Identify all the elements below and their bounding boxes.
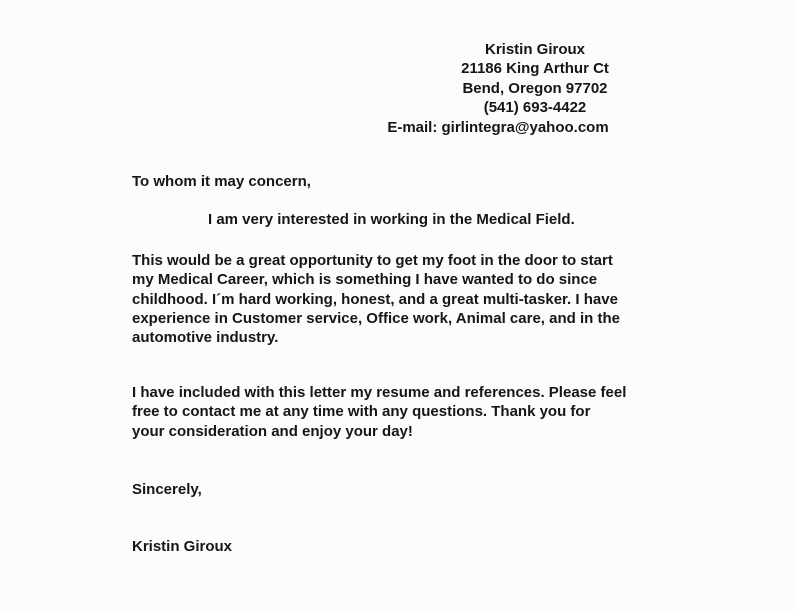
closing: Sincerely, bbox=[132, 481, 202, 499]
sender-block bbox=[0, 0, 796, 137]
intro-line: I am very interested in working in the Medical Field. bbox=[208, 211, 575, 229]
paragraph-line: experience in Customer service, Office work, Animal care, and in the bbox=[132, 310, 620, 328]
signature-name: Kristin Giroux bbox=[132, 537, 233, 555]
sender-name: Kristin Giroux bbox=[484, 41, 585, 58]
sender-street: 21186 King Arthur Ct bbox=[461, 60, 609, 78]
paragraph-line: free to contact me at any time with any questions. Thank you for bbox=[132, 403, 591, 421]
sender-phone: (541) 693-4422 bbox=[483, 99, 587, 117]
paragraph-line: childhood. I´m hard working, honest, and a great multi-tasker. I have bbox=[132, 290, 618, 308]
paragraph-line: This would be a great opportunity to get my foot in the door to start bbox=[132, 251, 613, 269]
body-paragraph-1 bbox=[132, 251, 796, 348]
paragraph-line: my Medical Career, which is something I have wanted to do since bbox=[132, 271, 598, 289]
sender-city-state-zip: Bend, Oregon 97702 bbox=[462, 79, 608, 97]
paragraph-line: your consideration and enjoy your day! bbox=[132, 422, 413, 440]
body-paragraph-2 bbox=[132, 383, 796, 441]
salutation: To whom it may concern, bbox=[132, 173, 311, 191]
sender-email: E-mail: girlintegra@yahoo.com bbox=[387, 118, 609, 136]
paragraph-line: automotive industry. bbox=[132, 329, 279, 347]
paragraph-line: I have included with this letter my resume and references. Please feel bbox=[132, 383, 627, 401]
